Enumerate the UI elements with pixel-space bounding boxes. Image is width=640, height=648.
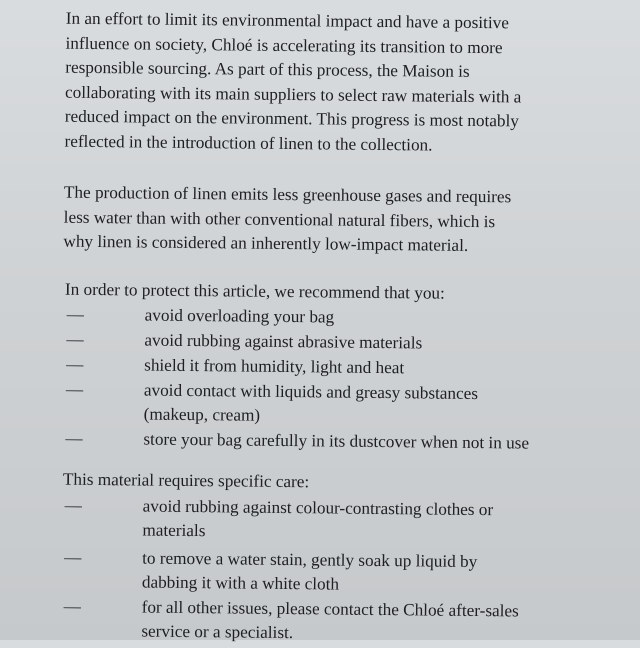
list-item [0, 545, 634, 594]
dash-bullet: — [65, 379, 84, 399]
text-line: reduced impact on the environment. This progress is most notably [64, 107, 519, 131]
item-text: (makeup, cream) [143, 404, 261, 425]
item-text: materials [142, 520, 206, 540]
item-text: for all other issues, please contact the Chloé after-sales [141, 597, 519, 621]
linen-paragraph [63, 181, 604, 260]
item-text: avoid contact with liquids and greasy substances [143, 380, 479, 404]
text-line: less water than with other conventional natural fibers, which is [63, 207, 496, 231]
text-line: why linen is considered an inherently low-impact material. [63, 231, 469, 256]
dash-bullet: — [63, 596, 81, 616]
text-line: collaborating with its main suppliers to select raw materials with a [64, 82, 522, 107]
intro-paragraph [64, 7, 606, 160]
text-line: influence on society, Chloé is accelerating its transition to more [65, 33, 503, 57]
text-line: responsible sourcing. As part of this process, the Maison is [65, 57, 470, 82]
item-text: to remove a water stain, gently soak up liquid by [142, 548, 478, 572]
item-text: avoid rubbing against colour-contrasting clothes or [142, 496, 494, 520]
text-line: reflected in the introduction of linen to the collection. [64, 131, 433, 155]
dash-bullet: — [66, 329, 84, 349]
list-item [0, 493, 635, 540]
dash-bullet: — [66, 354, 84, 374]
dash-bullet: — [64, 495, 82, 515]
item-text: avoid overloading your bag [144, 305, 335, 327]
item-text: avoid rubbing against abrasive materials [144, 330, 423, 353]
dash-bullet: — [64, 547, 82, 567]
item-text: dabbing it with a white cloth [141, 572, 340, 594]
care-heading: This material requires specific care: [62, 469, 310, 492]
item-text: store your bag carefully in its dustcover when not in use [143, 429, 530, 453]
text-line: The production of linen emits less greenhouse gases and requires [63, 182, 512, 207]
text-line: In an effort to limit its environmental impact and have a positive [65, 8, 509, 33]
item-text: service or a specialist. [141, 621, 294, 642]
item-text: shield it from humidity, light and heat [144, 355, 405, 378]
protect-heading: In order to protect this article, we recommend that you: [64, 279, 445, 303]
dash-bullet: — [65, 428, 83, 448]
dash-bullet: — [66, 304, 84, 324]
